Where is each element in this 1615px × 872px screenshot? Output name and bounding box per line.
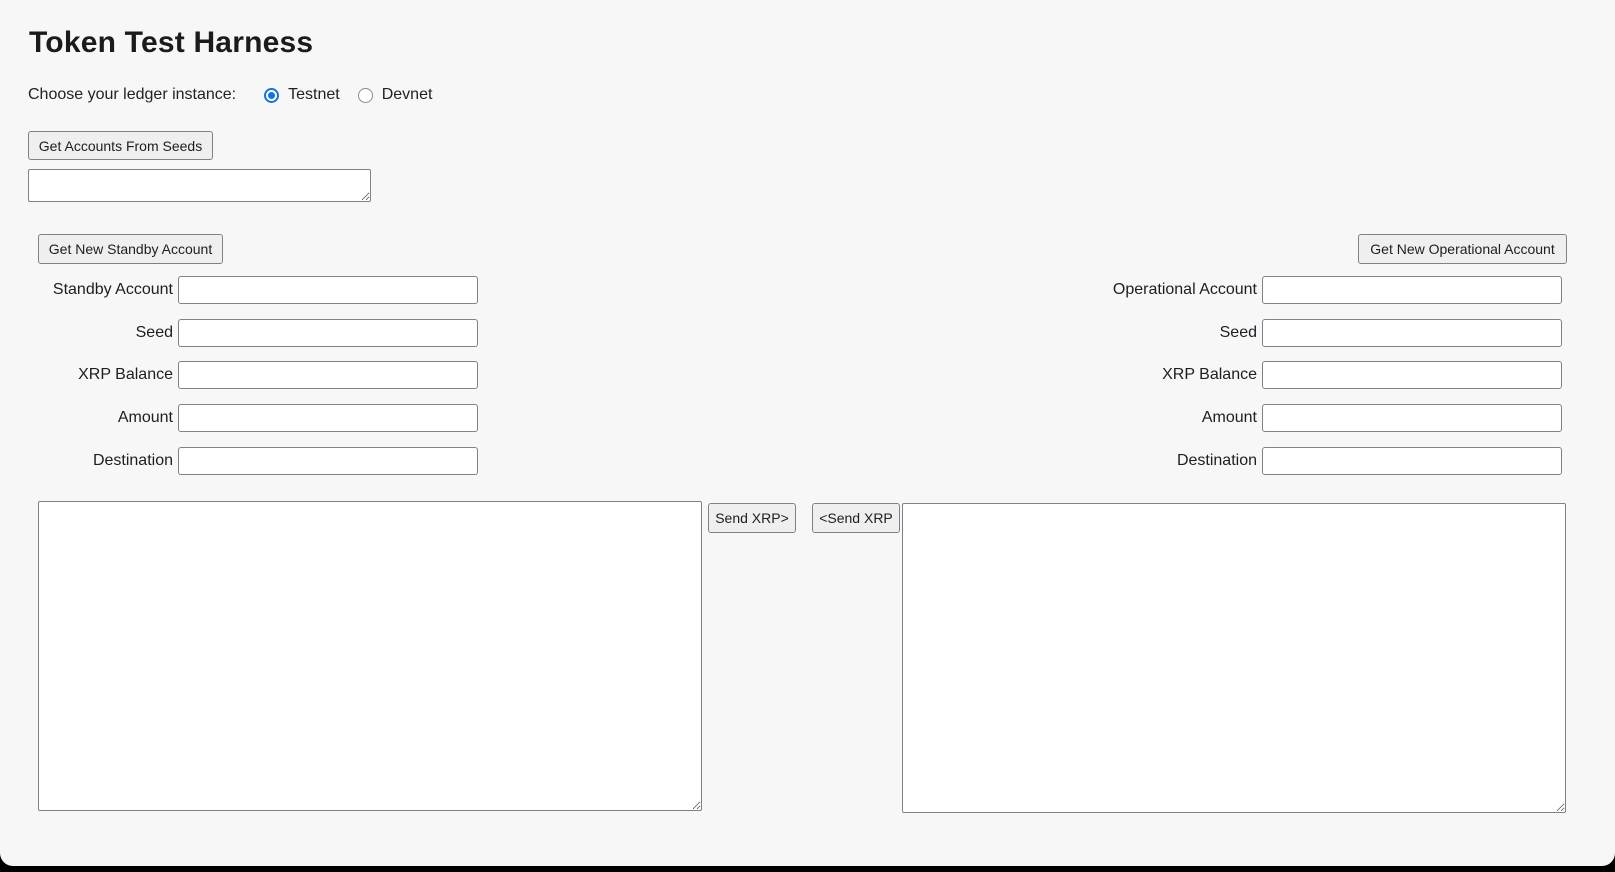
standby-xrp-balance-field[interactable]: [178, 361, 478, 389]
operational-xrp-balance-field[interactable]: [1262, 361, 1562, 389]
send-xrp-to-operational-button[interactable]: Send XRP>: [708, 503, 796, 533]
ledger-instance-chooser: [28, 85, 450, 105]
operational-destination-field[interactable]: [1262, 447, 1562, 475]
standby-account-label: Standby Account: [52, 281, 173, 298]
ledger-instance-label: Choose your ledger instance:: [28, 86, 237, 103]
operational-account-label: Operational Account: [1112, 281, 1257, 298]
standby-amount-field[interactable]: [178, 404, 478, 432]
send-xrp-to-standby-button[interactable]: <Send XRP: [812, 503, 900, 533]
operational-seed-label: Seed: [1219, 324, 1257, 341]
get-new-operational-account-button[interactable]: Get New Operational Account: [1358, 234, 1567, 264]
get-accounts-from-seeds-button[interactable]: Get Accounts From Seeds: [28, 131, 213, 160]
testnet-radio-icon[interactable]: [264, 88, 279, 103]
devnet-radio-icon[interactable]: [358, 88, 373, 103]
standby-seed-label: Seed: [135, 324, 173, 341]
operational-amount-label: Amount: [1201, 409, 1257, 426]
operational-results-textarea[interactable]: [902, 503, 1566, 813]
standby-xrp-balance-label: XRP Balance: [78, 366, 173, 383]
page-title: Token Test Harness: [29, 26, 314, 59]
standby-destination-field[interactable]: [178, 447, 478, 475]
radio-option-devnet[interactable]: [358, 86, 433, 104]
radio-option-testnet[interactable]: [264, 86, 340, 104]
standby-destination-label: Destination: [92, 452, 173, 469]
standby-seed-field[interactable]: [178, 319, 478, 347]
operational-amount-field[interactable]: [1262, 404, 1562, 432]
standby-results-textarea[interactable]: [38, 501, 702, 811]
standby-amount-label: Amount: [117, 409, 173, 426]
testnet-radio-label: Testnet: [288, 86, 340, 103]
operational-xrp-balance-label: XRP Balance: [1162, 366, 1257, 383]
devnet-radio-label: Devnet: [381, 86, 433, 103]
operational-account-field[interactable]: [1262, 276, 1562, 304]
operational-destination-label: Destination: [1176, 452, 1257, 469]
operational-seed-field[interactable]: [1262, 319, 1562, 347]
seeds-textarea[interactable]: [28, 169, 371, 202]
standby-account-field[interactable]: [178, 276, 478, 304]
get-new-standby-account-button[interactable]: Get New Standby Account: [38, 234, 223, 264]
